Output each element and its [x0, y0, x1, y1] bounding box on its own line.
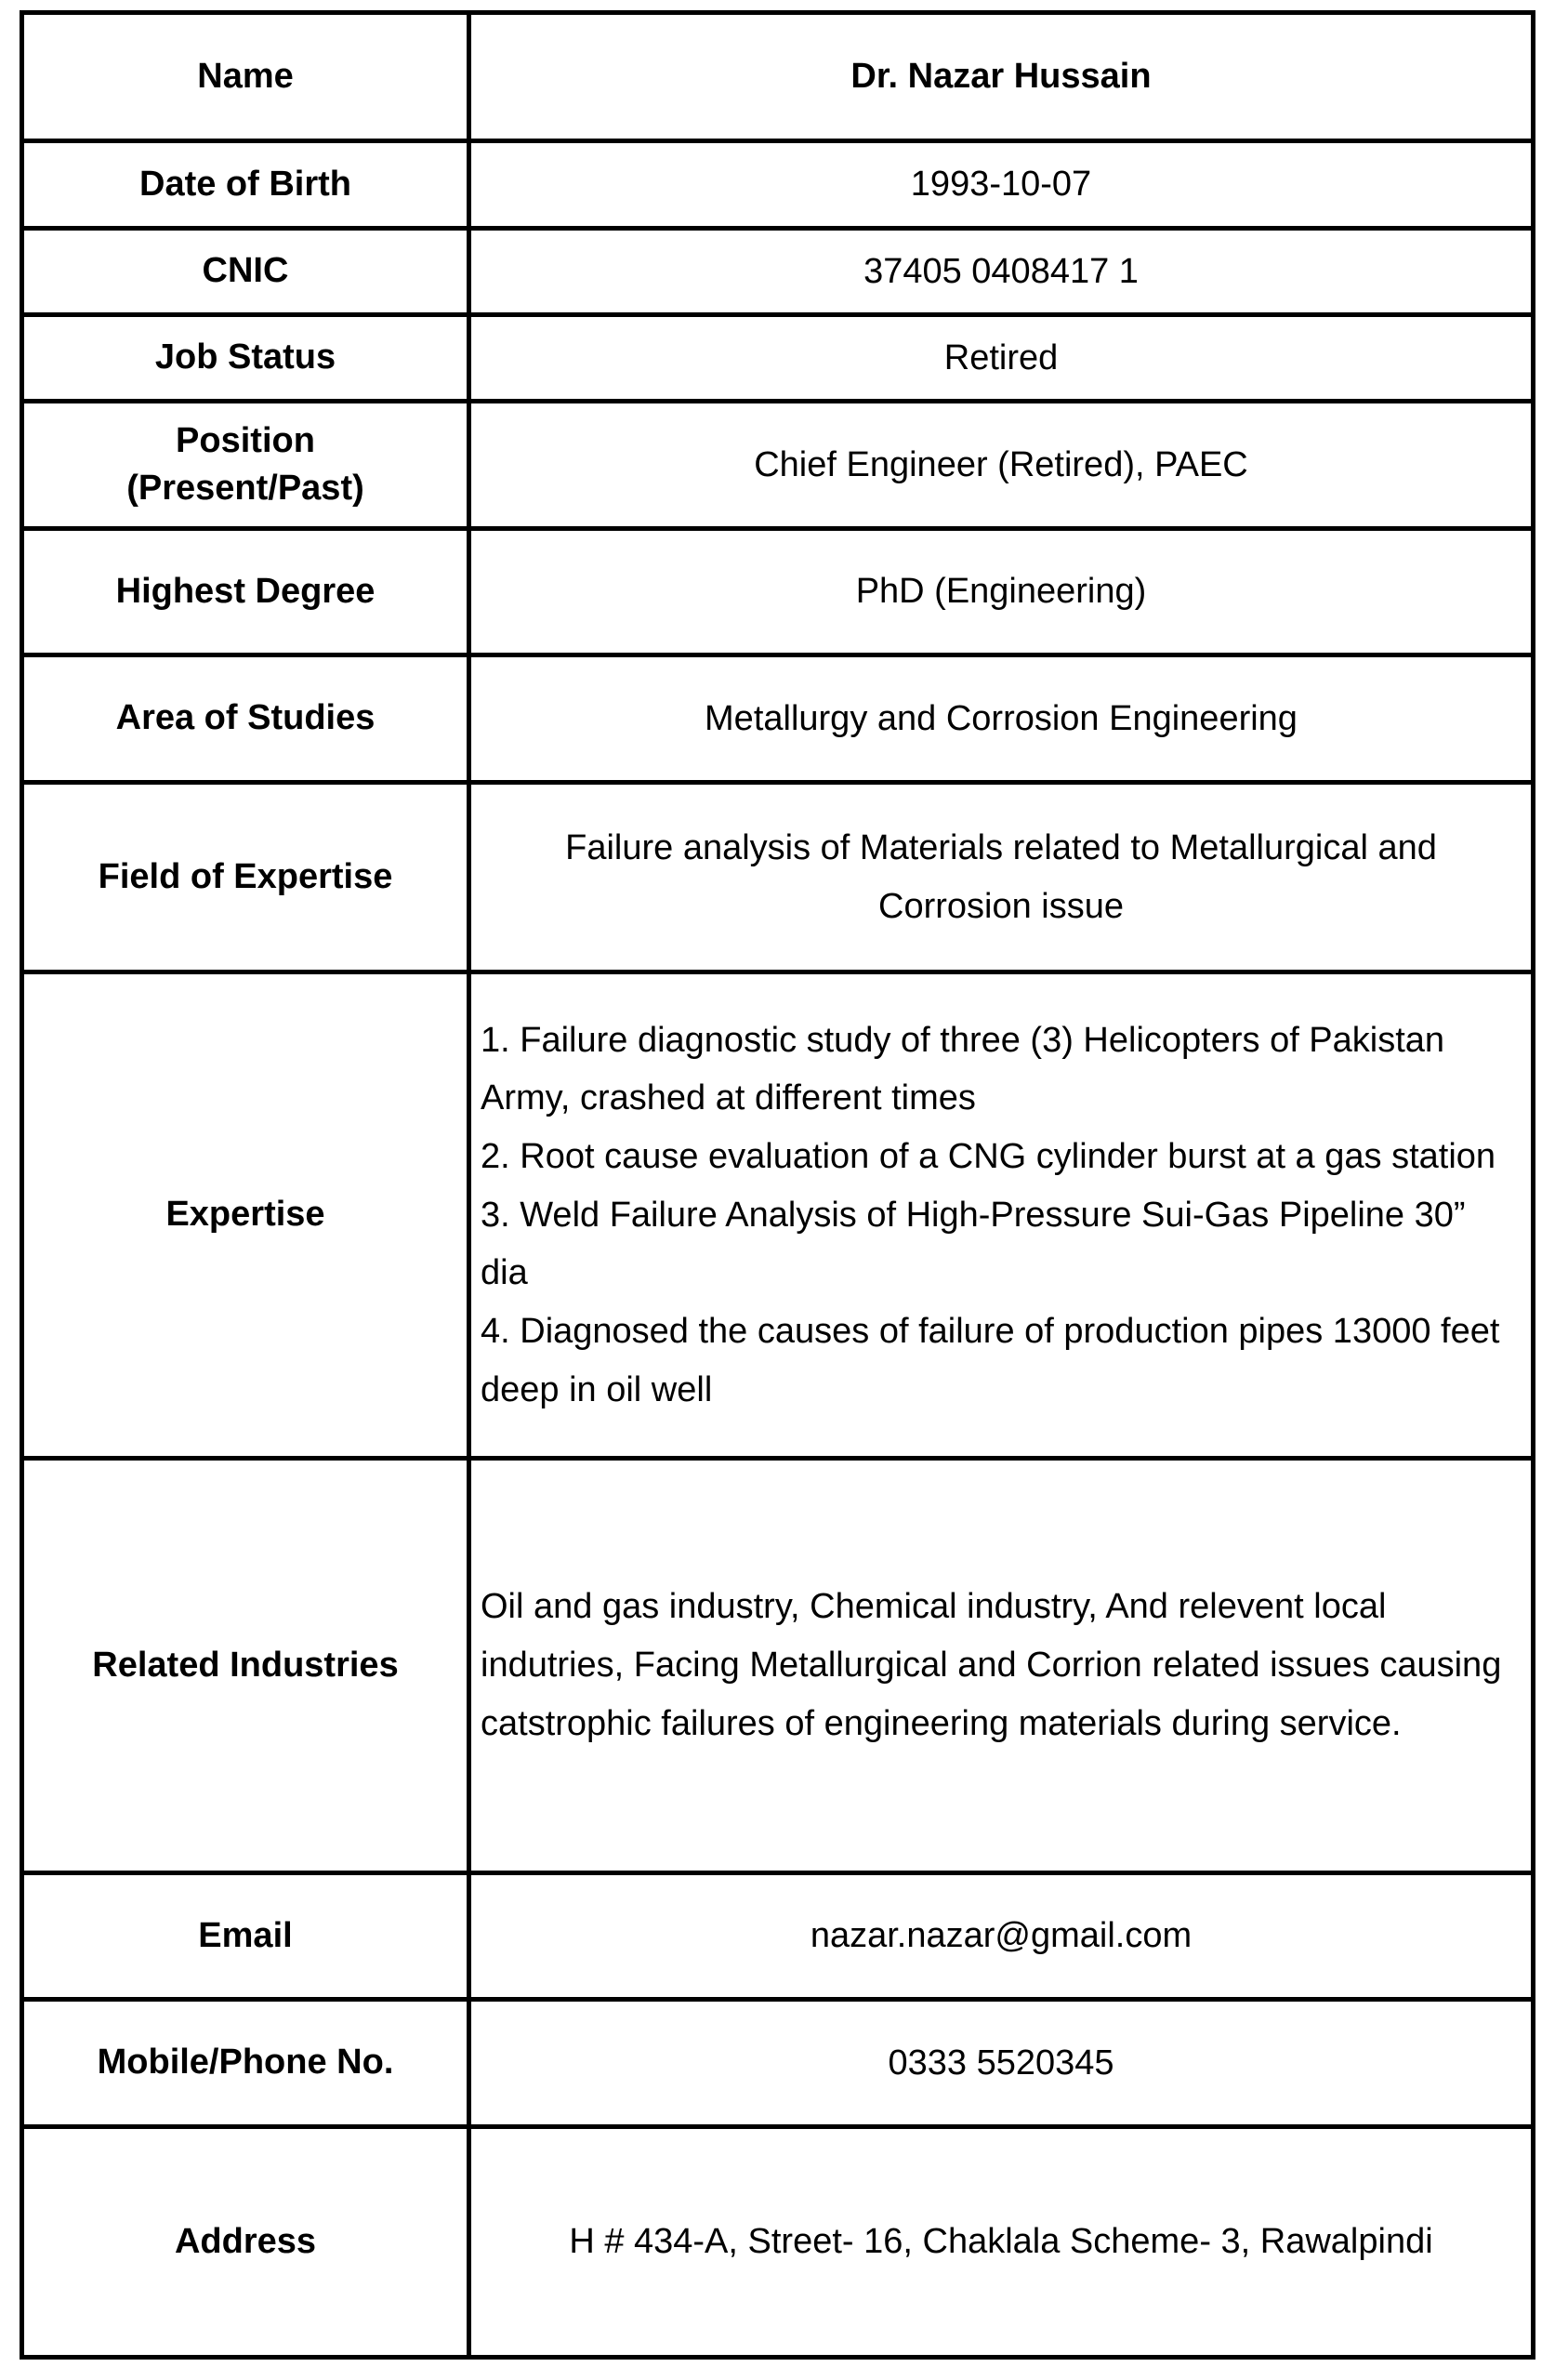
expertise-label-text: Expertise	[165, 1195, 325, 1235]
field-of-expertise-text: Failure analysis of Materials related to Metallurgical and Corrosion issue	[565, 827, 1437, 926]
job-status-label	[22, 315, 469, 402]
position-label-line1: Position	[176, 420, 315, 460]
job-status-label-text: Job Status	[154, 337, 336, 377]
phone-label-text: Mobile/Phone No.	[97, 2043, 394, 2082]
expertise-item: 3. Weld Failure Analysis of High-Pressure Sui-Gas Pipeline 30” dia	[481, 1195, 1466, 1293]
highest-degree-label	[22, 529, 469, 655]
highest-degree-label-text: Highest Degree	[115, 571, 376, 611]
related-industries-label	[22, 1459, 469, 1873]
address-label-text: Address	[174, 2221, 317, 2261]
email-value: nazar.nazar@gmail.com	[469, 1873, 1534, 2000]
profile-table	[20, 10, 1535, 2360]
job-status-value: Retired	[469, 315, 1534, 402]
expertise-value	[469, 972, 1534, 1459]
field-of-expertise-label-text: Field of Expertise	[98, 856, 393, 896]
row-address	[22, 2127, 1534, 2358]
position-label-line2: (Present/Past)	[126, 469, 364, 508]
address-label	[22, 2127, 469, 2358]
position-value: Chief Engineer (Retired), PAEC	[469, 402, 1534, 529]
row-job-status	[22, 315, 1534, 402]
address-value: H # 434-A, Street- 16, Chaklala Scheme- 3, Rawalpindi	[469, 2127, 1534, 2358]
cnic-value: 37405 0408417 1	[469, 229, 1534, 315]
dob-label	[22, 141, 469, 229]
field-of-expertise-label	[22, 783, 469, 972]
name-label-text: Name	[197, 56, 294, 96]
row-phone	[22, 2000, 1534, 2127]
cnic-label	[22, 229, 469, 315]
email-label-text: Email	[198, 1915, 293, 1955]
area-of-studies-value: Metallurgy and Corrosion Engineering	[469, 655, 1534, 783]
expertise-item: 2. Root cause evaluation of a CNG cylinder burst at a gas station	[481, 1136, 1496, 1176]
row-email	[22, 1873, 1534, 2000]
row-name	[22, 13, 1534, 141]
area-of-studies-label-text: Area of Studies	[115, 698, 376, 738]
position-label	[22, 402, 469, 529]
expertise-label	[22, 972, 469, 1459]
related-industries-label-text: Related Industries	[92, 1645, 399, 1685]
row-cnic	[22, 229, 1534, 315]
name-label	[22, 13, 469, 141]
related-industries-value: Oil and gas industry, Chemical industry, And relevent local indutries, Facing Metallurgical and Corrion related issues causing catstrophic failures of engineering materials during service.	[469, 1459, 1534, 1873]
row-field-of-expertise	[22, 783, 1534, 972]
row-position	[22, 402, 1534, 529]
cnic-label-text: CNIC	[202, 251, 289, 291]
phone-value: 0333 5520345	[469, 2000, 1534, 2127]
expertise-item: 1. Failure diagnostic study of three (3) Helicopters of Pakistan Army, crashed at different times	[481, 1020, 1445, 1118]
email-label	[22, 1873, 469, 2000]
dob-value: 1993-10-07	[469, 141, 1534, 229]
row-area-of-studies	[22, 655, 1534, 783]
row-related-industries	[22, 1459, 1534, 1873]
field-of-expertise-value	[469, 783, 1534, 972]
row-highest-degree	[22, 529, 1534, 655]
dob-label-text: Date of Birth	[139, 164, 351, 204]
highest-degree-value: PhD (Engineering)	[469, 529, 1534, 655]
row-dob	[22, 141, 1534, 229]
area-of-studies-label	[22, 655, 469, 783]
row-expertise	[22, 972, 1534, 1459]
expertise-list	[481, 1012, 1522, 1420]
phone-label	[22, 2000, 469, 2127]
name-value: Dr. Nazar Hussain	[469, 13, 1534, 141]
expertise-item: 4. Diagnosed the causes of failure of production pipes 13000 feet deep in oil well	[481, 1312, 1500, 1409]
